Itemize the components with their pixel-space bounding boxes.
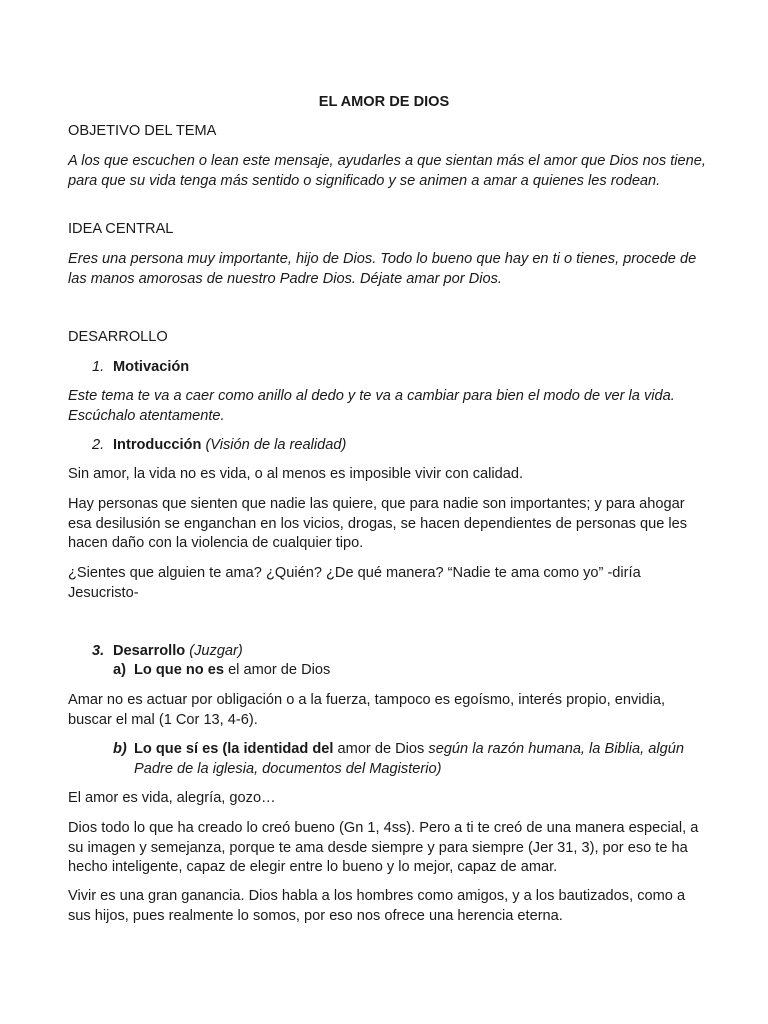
motivacion-text: Este tema te va a caer como anillo al dedo y te va a cambiar para bien el modo de ver la vida. Escúchalo atentamente. — [68, 388, 675, 424]
paragraph-sin-amor: Sin amor, la vida no es vida, o al menos es imposible vivir con calidad. — [68, 466, 524, 482]
sub-item-rest: amor de Dios — [337, 741, 425, 757]
paragraph-hay-personas: Hay personas que sienten que nadie las quiere, que para nadie son importantes; y para ahogar esa desilusión se enganchan en los vicios, drogas, se hacen dependientes de personas que les hacen daño con la violencia de cualquier tipo. — [68, 496, 688, 551]
objetivo-heading: OBJETIVO DEL TEMA — [68, 123, 217, 139]
paragraph-amor-vida: El amor es vida, alegría, gozo… — [68, 790, 276, 806]
sub-item-letter: a) — [113, 662, 126, 678]
idea-central-text: Eres una persona muy importante, hijo de Dios. Todo lo bueno que hay en ti o tienes, procede de las manos amorosas de nuestro Padre Dios. Déjate amar por Dios. — [68, 251, 697, 287]
idea-central-heading: IDEA CENTRAL — [68, 221, 174, 237]
desarrollo-heading: DESARROLLO — [68, 329, 168, 345]
list-note: (Juzgar) — [189, 643, 243, 659]
list-label: Motivación — [113, 359, 190, 375]
sub-item-bold: Lo que no es — [134, 662, 224, 678]
paragraph-dios-todo: Dios todo lo que ha creado lo creó bueno (Gn 1, 4ss). Pero a ti te creó de una manera especial, a su imagen y semejanza, porque te ama desde siempre y para siempre (Jer 31, 3), por eso te ha hecho inteligente, capaz de elegir entre lo bueno y lo mejor, capaz de amar. — [68, 820, 699, 875]
objetivo-text: A los que escuchen o lean este mensaje, ayudarles a que sientan más el amor que Dios nos tiene, para que su vida tenga más sentido o significado y se animen a amar a quienes les rodean. — [68, 153, 706, 189]
list-item-introduccion — [92, 436, 712, 456]
paragraph-sientes: ¿Sientes que alguien te ama? ¿Quién? ¿De qué manera? “Nadie te ama como yo” -diría Jesucristo- — [68, 565, 641, 601]
sub-item-bold: Lo que sí es (la identidad del — [134, 741, 334, 757]
sub-item-italic: según la razón humana, la Biblia, algún Padre de la iglesia, documentos del Magisterio) — [134, 741, 684, 777]
paragraph-amar: Amar no es actuar por obligación o a la fuerza, tampoco es egoísmo, interés propio, envidia, buscar el mal (1 Cor 13, 4-6). — [68, 692, 666, 728]
sub-item-lo-que-no-es — [113, 661, 713, 681]
list-number: 2. — [92, 437, 105, 453]
paragraph-vivir: Vivir es una gran ganancia. Dios habla a los hombres como amigos, y a los bautizados, como a sus hijos, pues realmente lo somos, por eso nos ofrece una herencia eterna. — [68, 888, 686, 924]
list-item-desarrollo — [92, 642, 712, 662]
list-number: 3. — [92, 643, 105, 659]
list-number: 1. — [92, 359, 105, 375]
list-note: (Visión de la realidad) — [205, 437, 347, 453]
sub-item-letter: b) — [113, 741, 127, 757]
document-title: EL AMOR DE DIOS — [318, 94, 450, 110]
sub-item-rest: el amor de Dios — [228, 662, 331, 678]
sub-item-lo-que-si-es — [113, 740, 713, 779]
list-label: Desarrollo — [113, 643, 186, 659]
list-label: Introducción — [113, 437, 202, 453]
list-item-motivacion — [92, 358, 712, 378]
